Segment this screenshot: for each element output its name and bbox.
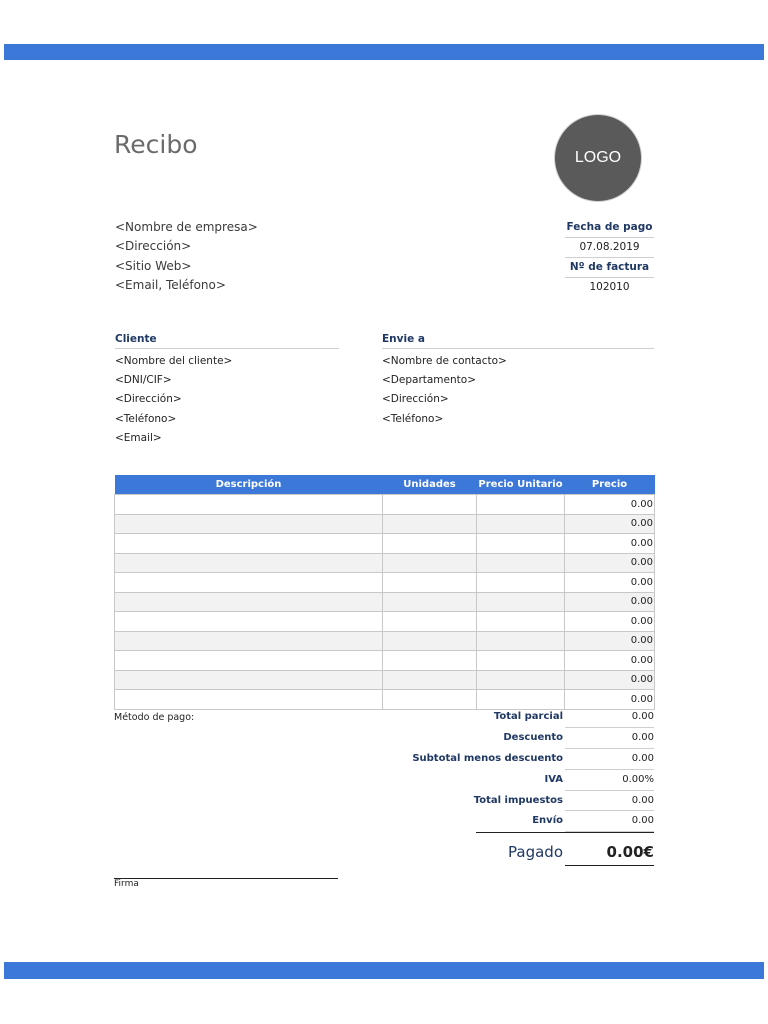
total-value: 0.00% bbox=[565, 770, 654, 791]
cell-unit-price bbox=[477, 670, 565, 690]
table-row bbox=[115, 553, 655, 573]
total-row-shipping bbox=[380, 811, 654, 832]
total-label: Envío bbox=[532, 815, 563, 827]
table-row bbox=[115, 514, 655, 534]
cell-price: 0.00 bbox=[565, 690, 655, 710]
cell-units bbox=[383, 534, 477, 554]
paid-divider bbox=[476, 832, 654, 833]
cell-unit-price bbox=[477, 612, 565, 632]
total-value: 0.00 bbox=[565, 749, 654, 770]
total-label: Total impuestos bbox=[473, 794, 563, 806]
cell-price: 0.00 bbox=[565, 514, 655, 534]
cell-unit-price bbox=[477, 631, 565, 651]
client-line: <Email> bbox=[115, 431, 162, 444]
receipt-meta bbox=[565, 218, 654, 297]
table-row bbox=[115, 612, 655, 632]
cell-description bbox=[115, 670, 383, 690]
cell-price: 0.00 bbox=[565, 592, 655, 612]
client-line: <Teléfono> bbox=[115, 412, 177, 425]
ship-to-line: <Departamento> bbox=[382, 374, 476, 387]
total-value: 0.00 bbox=[565, 811, 654, 832]
cell-description bbox=[115, 592, 383, 612]
cell-description bbox=[115, 534, 383, 554]
client-line: <Dirección> bbox=[115, 393, 182, 406]
table-row bbox=[115, 592, 655, 612]
cell-units bbox=[383, 612, 477, 632]
total-row-discount bbox=[380, 728, 654, 749]
logo-placeholder bbox=[555, 115, 641, 201]
paid-label: Pagado bbox=[508, 843, 563, 861]
invoice-number-label: Nº de factura bbox=[565, 258, 654, 278]
document-title: Recibo bbox=[114, 130, 198, 159]
total-value: 0.00 bbox=[565, 728, 654, 749]
cell-unit-price bbox=[477, 651, 565, 671]
total-label: IVA bbox=[544, 773, 563, 785]
total-label: Descuento bbox=[503, 731, 563, 743]
cell-description bbox=[115, 495, 383, 515]
ship-to-heading: Envie a bbox=[382, 333, 654, 349]
paid-row bbox=[380, 838, 654, 866]
cell-price: 0.00 bbox=[565, 651, 655, 671]
cell-units bbox=[383, 651, 477, 671]
cell-units bbox=[383, 553, 477, 573]
bottom-accent-band bbox=[4, 962, 764, 979]
company-address: <Dirección> bbox=[115, 239, 192, 254]
table-row bbox=[115, 534, 655, 554]
signature-line bbox=[114, 878, 338, 879]
cell-description bbox=[115, 553, 383, 573]
table-row bbox=[115, 670, 655, 690]
items-table bbox=[114, 475, 655, 710]
total-label: Total parcial bbox=[493, 711, 563, 722]
payment-date-value: 07.08.2019 bbox=[565, 238, 654, 258]
table-row bbox=[115, 631, 655, 651]
total-row-taxes bbox=[380, 791, 654, 812]
cell-unit-price bbox=[477, 592, 565, 612]
client-heading: Cliente bbox=[115, 333, 339, 349]
payment-date-label: Fecha de pago bbox=[565, 218, 654, 238]
cell-price: 0.00 bbox=[565, 631, 655, 651]
cell-description bbox=[115, 612, 383, 632]
cell-units bbox=[383, 631, 477, 651]
total-row-subtotal bbox=[380, 707, 654, 728]
cell-units bbox=[383, 573, 477, 593]
cell-unit-price bbox=[477, 534, 565, 554]
table-row bbox=[115, 651, 655, 671]
table-row bbox=[115, 573, 655, 593]
cell-description bbox=[115, 651, 383, 671]
client-line: <DNI/CIF> bbox=[115, 374, 172, 387]
column-header-price: Precio bbox=[565, 475, 655, 495]
cell-price: 0.00 bbox=[565, 495, 655, 515]
paid-value: 0.00€ bbox=[565, 838, 654, 866]
cell-unit-price bbox=[477, 514, 565, 534]
cell-units bbox=[383, 670, 477, 690]
total-row-subtotal-less-discount bbox=[380, 749, 654, 770]
cell-units bbox=[383, 592, 477, 612]
cell-unit-price bbox=[477, 553, 565, 573]
company-name: <Nombre de empresa> bbox=[115, 220, 258, 234]
company-contact: <Email, Teléfono> bbox=[115, 277, 226, 292]
invoice-number-value: 102010 bbox=[589, 281, 630, 293]
ship-to-line: <Nombre de contacto> bbox=[382, 355, 507, 367]
cell-price: 0.00 bbox=[565, 670, 655, 690]
table-row bbox=[115, 495, 655, 515]
cell-description bbox=[115, 514, 383, 534]
ship-to-line: <Dirección> bbox=[382, 393, 449, 406]
cell-unit-price bbox=[477, 573, 565, 593]
column-header-unit-price: Precio Unitario bbox=[477, 475, 565, 495]
cell-price: 0.00 bbox=[565, 612, 655, 632]
cell-price: 0.00 bbox=[565, 573, 655, 593]
company-website: <Sitio Web> bbox=[115, 258, 192, 273]
cell-description bbox=[115, 690, 383, 710]
cell-description bbox=[115, 573, 383, 593]
cell-units bbox=[383, 514, 477, 534]
column-header-units: Unidades bbox=[383, 475, 477, 495]
client-block bbox=[115, 333, 339, 448]
signature-label: Firma bbox=[114, 879, 139, 889]
totals-block bbox=[380, 707, 654, 832]
table-body bbox=[115, 495, 655, 710]
cell-units bbox=[383, 495, 477, 515]
cell-unit-price bbox=[477, 495, 565, 515]
cell-price: 0.00 bbox=[565, 534, 655, 554]
total-value: 0.00 bbox=[565, 707, 654, 728]
payment-method-label: Método de pago: bbox=[114, 712, 195, 723]
total-value: 0.00 bbox=[565, 791, 654, 812]
total-row-vat bbox=[380, 770, 654, 791]
ship-to-block bbox=[382, 333, 654, 429]
company-info bbox=[115, 218, 258, 295]
logo-text: LOGO bbox=[574, 149, 622, 166]
total-label: Subtotal menos descuento bbox=[412, 752, 563, 764]
ship-to-line: <Teléfono> bbox=[382, 412, 444, 425]
cell-description bbox=[115, 631, 383, 651]
column-header-description: Descripción bbox=[115, 475, 383, 495]
table-header-row bbox=[115, 475, 655, 495]
top-accent-band bbox=[4, 44, 764, 60]
cell-price: 0.00 bbox=[565, 553, 655, 573]
client-line: <Nombre del cliente> bbox=[115, 355, 233, 367]
